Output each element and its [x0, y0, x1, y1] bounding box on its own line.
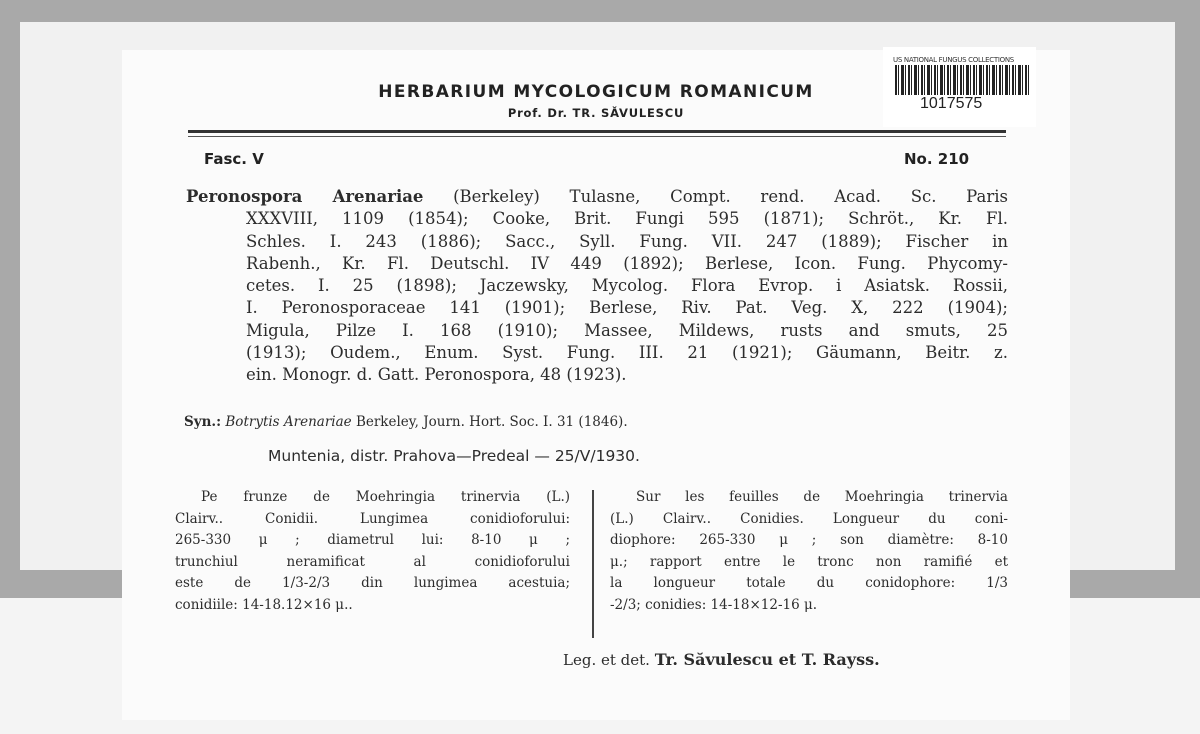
column-divider — [592, 490, 594, 638]
taxon-reference-block — [186, 186, 1008, 387]
description-line: -2/3; conidies: 14-18×12-16 μ. — [610, 596, 818, 613]
barcode-label — [883, 47, 1036, 127]
description-line: este de 1/3-2/3 din lungimea acestuia; — [175, 575, 570, 592]
reference-line: Migula, Pilze I. 168 (1910); Massee, Mildews, rusts and smuts, 25 — [246, 320, 1008, 340]
description-line: 265-330 μ ; diametrul lui: 8-10 μ ; — [175, 532, 570, 549]
reference-line — [186, 186, 1008, 208]
fascicle-label: Fasc. V — [204, 150, 264, 168]
reference-line: ein. Monogr. d. Gatt. Peronospora, 48 (1923). — [246, 365, 627, 385]
synonym-label: Syn.: — [184, 414, 222, 430]
description-line: (L.) Clairv.. Conidies. Longueur du coni- — [610, 510, 1008, 527]
description-line: conidiile: 14-18.12×16 μ.. — [175, 596, 353, 613]
herbarium-subtitle: Prof. Dr. TR. SĂVULESCU — [507, 106, 685, 120]
description-line: Clairv.. Conidii. Lungimea conidioforului: — [175, 510, 570, 527]
collection-locality: Muntenia, distr. Prahova—Predeal — 25/V/1930. — [268, 447, 640, 465]
title-rule-thick — [188, 130, 1006, 133]
description-line: Sur les feuilles de Moehringia trinervia — [636, 489, 1008, 505]
synonym-reference: Berkeley, Journ. Hort. Soc. I. 31 (1846). — [351, 414, 628, 430]
specimen-number: No. 210 — [904, 150, 970, 168]
synonym-name: Botrytis Arenariae — [225, 414, 352, 430]
reference-line: Schles. I. 243 (1886); Sacc., Syll. Fung. VII. 247 (1889); Fischer in — [246, 231, 1008, 251]
collector-line — [563, 650, 880, 669]
barcode-bars — [895, 65, 1029, 95]
reference-line: I. Peronosporaceae 141 (1901); Berlese, Riv. Pat. Veg. X, 222 (1904); — [246, 298, 1008, 318]
synonym-line — [184, 414, 628, 430]
barcode-number: 1017575 — [920, 95, 983, 112]
herbarium-title: HERBARIUM MYCOLOGICUM ROMANICUM — [378, 82, 814, 102]
reference-line: XXXVIII, 1109 (1854); Cooke, Brit. Fungi 595 (1871); Schröt., Kr. Fl. — [246, 209, 1008, 229]
barcode-caption: US NATIONAL FUNGUS COLLECTIONS — [893, 56, 1014, 64]
description-line: Pe frunze de Moehringia trinervia (L.) — [201, 489, 570, 505]
reference-line: Rabenh., Kr. Fl. Deutschl. IV 449 (1892); Berlese, Icon. Fung. Phycomy- — [246, 253, 1008, 273]
description-line: la longueur totale du conidophore: 1/3 — [610, 575, 1008, 592]
description-french — [610, 487, 1008, 617]
description-line: trunchiul neramificat al conidioforului — [175, 553, 570, 570]
title-rule-thin — [188, 136, 1006, 137]
description-romanian — [175, 487, 570, 617]
collector-names: Tr. Săvulescu et T. Rayss. — [654, 650, 880, 669]
reference-line: cetes. I. 25 (1898); Jaczewsky, Mycolog. Flora Evrop. i Asiatsk. Rossii, — [246, 276, 1008, 296]
reference-text: (Berkeley) Tulasne, Compt. rend. Acad. Sc. Paris — [423, 187, 1008, 206]
description-line: μ.; rapport entre le tronc non ramifié et — [610, 553, 1008, 570]
species-name: Peronospora Arenariae — [186, 187, 424, 206]
reference-line: (1913); Oudem., Enum. Syst. Fung. III. 21 (1921); Gäumann, Beitr. z. — [246, 343, 1008, 363]
collector-prefix: Leg. et det. — [563, 651, 655, 669]
description-line: diophore: 265-330 μ ; son diamètre: 8-10 — [610, 532, 1008, 549]
